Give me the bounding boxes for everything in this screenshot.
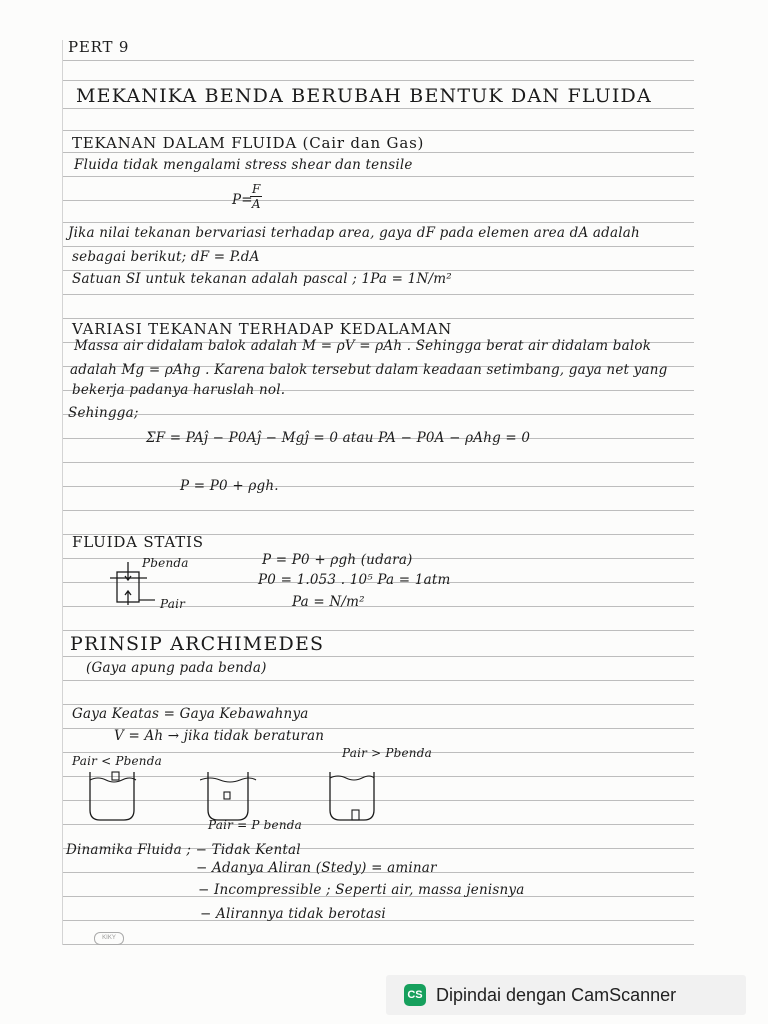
- text-line: Gaya Keatas = Gaya Kebawahnya: [72, 706, 309, 722]
- fraction-denominator: A: [251, 197, 261, 211]
- static-fluid-sketch: [105, 560, 165, 610]
- equation-pascal-unit: Pa = N/m²: [292, 594, 365, 610]
- list-item: − Incompressible ; Seperti air, massa jenisnya: [198, 882, 525, 898]
- formula-fraction: [250, 182, 262, 211]
- text-line: Satuan SI untuk tekanan adalah pascal ; 1Pa = 1N/m²: [72, 271, 452, 287]
- ruled-line: [62, 60, 694, 61]
- margin-line: [62, 40, 63, 945]
- section-heading-depth: VARIASI TEKANAN TERHADAP KEDALAMAN: [72, 320, 453, 338]
- label-pbenda: Pbenda: [142, 556, 189, 570]
- text-line: (Gaya apung pada benda): [86, 660, 267, 676]
- label-equal: Pair = P benda: [208, 818, 302, 832]
- ruled-line: [62, 944, 694, 945]
- camscanner-watermark: [386, 975, 746, 1015]
- ruled-line: [62, 704, 694, 705]
- ruled-line: [62, 318, 694, 319]
- text-dynamics-label: Dinamika Fluida ; − Tidak Kental: [66, 842, 301, 858]
- equation-air-pressure: P = P0 + ρgh (udara): [262, 552, 413, 568]
- page-title: MEKANIKA BENDA BERUBAH BENTUK DAN FLUIDA: [76, 85, 652, 107]
- ruled-line: [62, 656, 694, 657]
- equation-atm: P0 = 1.053 . 10⁵ Pa = 1atm: [258, 572, 451, 588]
- text-line: Fluida tidak mengalami stress shear dan tensile: [74, 157, 413, 173]
- equation-sum-forces: ΣF = PAĵ − P0Aĵ − Mgĵ = 0 atau PA − P0A − ρAhg = 0: [146, 430, 531, 446]
- ruled-line: [62, 176, 694, 177]
- section-heading-static: FLUIDA STATIS: [72, 533, 204, 551]
- ruled-line: [62, 510, 694, 511]
- ruled-line: [62, 200, 694, 201]
- container-sketch-c: [324, 764, 384, 826]
- container-sketch-a: [84, 764, 144, 826]
- ruled-line: [62, 108, 694, 109]
- ruled-line: [62, 414, 694, 415]
- label-sinks: Pair < Pbenda: [72, 754, 162, 768]
- text-line: V = Ah → jika tidak beraturan: [114, 728, 325, 744]
- ruled-line: [62, 80, 694, 81]
- list-item: − Adanya Aliran (Stedy) = aminar: [196, 860, 437, 876]
- text-line: adalah Mg = ρAhg . Karena balok tersebut dalam keadaan setimbang, gaya net yang: [70, 362, 668, 378]
- text-line: Jika nilai tekanan bervariasi terhadap area, gaya dF pada elemen area dA adalah: [68, 225, 640, 241]
- section-heading-pressure: TEKANAN DALAM FLUIDA (Cair dan Gas): [72, 134, 425, 152]
- list-item: − Alirannya tidak berotasi: [200, 906, 386, 922]
- text-line: sebagai berikut; dF = P.dA: [72, 249, 260, 265]
- text-line: Massa air didalam balok adalah M = ρV = ρAh . Sehingga berat air didalam balok: [74, 338, 652, 354]
- ruled-line: [62, 630, 694, 631]
- ruled-line: [62, 130, 694, 131]
- container-sketch-b: [200, 764, 260, 826]
- label-pair: Pair: [160, 597, 186, 611]
- text-line: Sehingga;: [68, 405, 139, 421]
- page-stamp: KIKY: [94, 932, 124, 945]
- equation-pressure-depth: P = P0 + ρgh.: [180, 478, 279, 494]
- watermark-text: Dipindai dengan CamScanner: [436, 984, 677, 1005]
- ruled-line: [62, 486, 694, 487]
- label-floats: Pair > Pbenda: [342, 746, 432, 760]
- ruled-line: [62, 246, 694, 247]
- ruled-line: [62, 152, 694, 153]
- camscanner-logo-icon: CS: [404, 984, 426, 1006]
- section-heading-archimedes: PRINSIP ARCHIMEDES: [70, 633, 325, 655]
- text-line: bekerja padanya haruslah nol.: [72, 382, 286, 398]
- ruled-line: [62, 462, 694, 463]
- ruled-line: [62, 680, 694, 681]
- page-header: PERT 9: [68, 38, 130, 56]
- ruled-line: [62, 294, 694, 295]
- fraction-numerator: F: [252, 182, 261, 196]
- ruled-line: [62, 222, 694, 223]
- formula-lhs: P=: [232, 192, 253, 208]
